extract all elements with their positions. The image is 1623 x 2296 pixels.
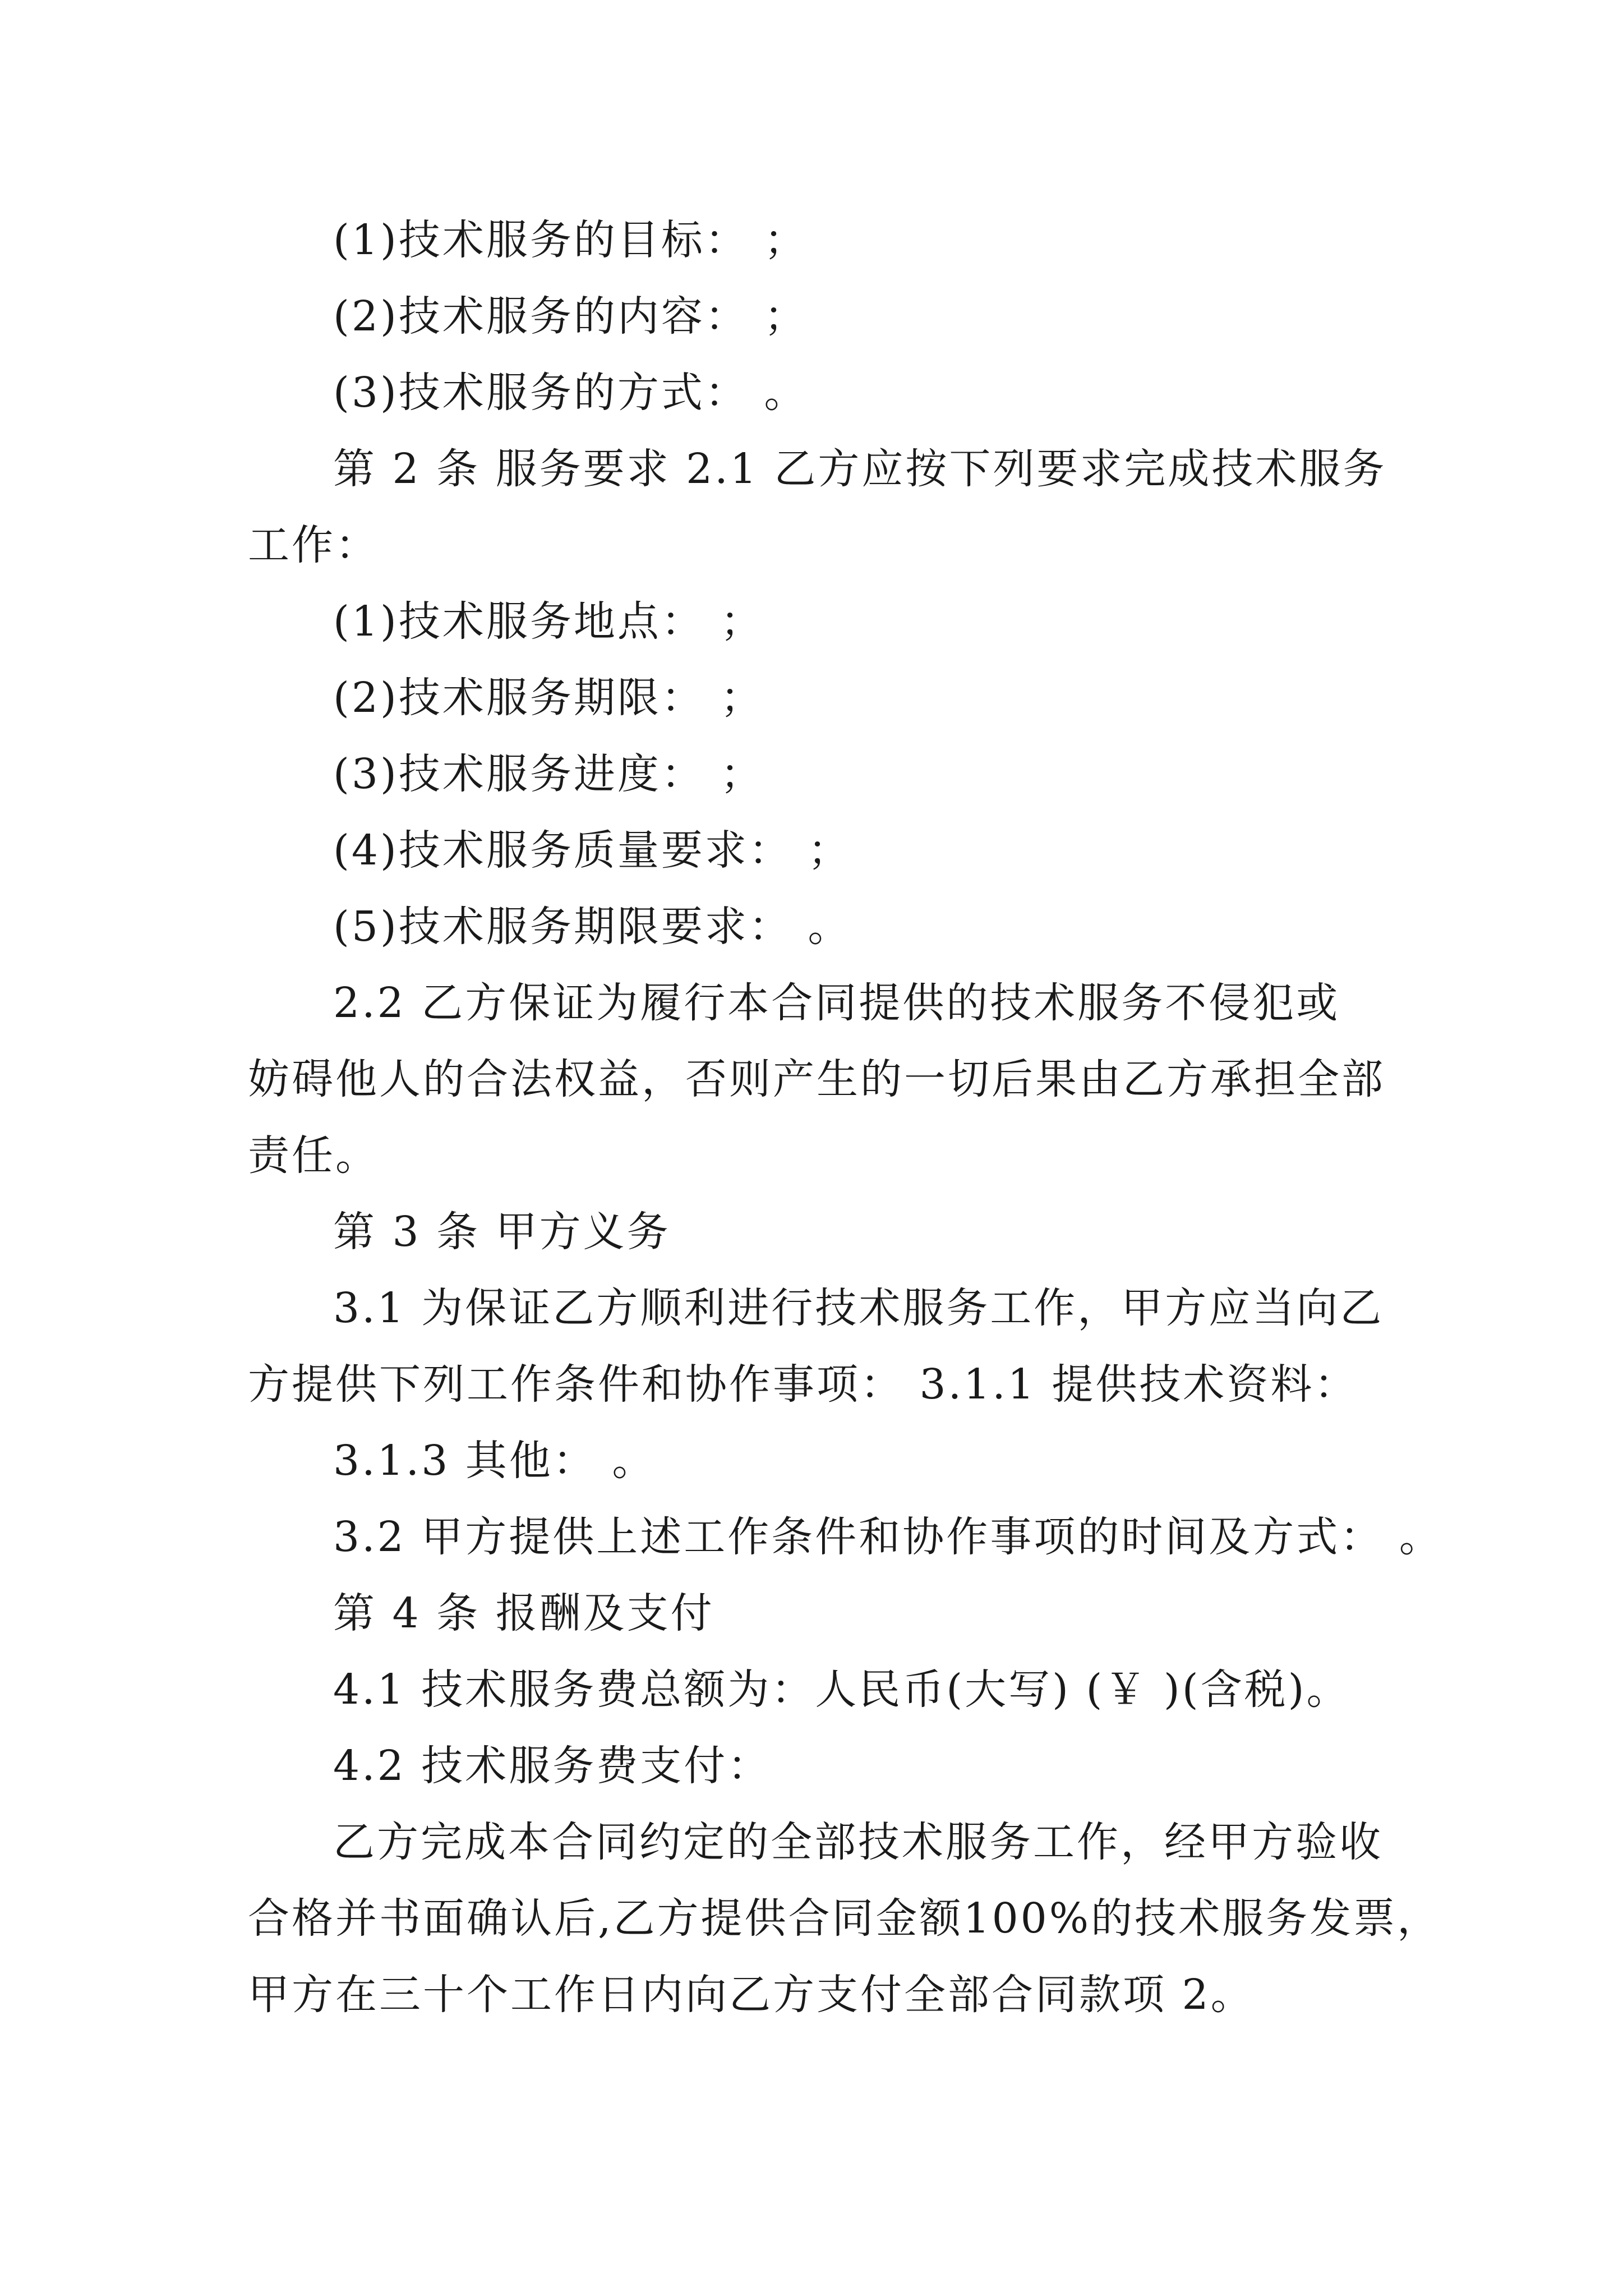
- clause-line: 第 4 条 报酬及支付: [333, 1589, 714, 1637]
- clause-line: 方提供下列工作条件和协作事项： 3.1.1 提供技术资料：: [248, 1360, 1358, 1409]
- clause-line: 2.2 乙方保证为履行本合同提供的技术服务不侵犯或: [333, 979, 1340, 1027]
- clause-line: (4)技术服务质量要求： ；: [333, 826, 852, 875]
- clause-line: 3.1 为保证乙方顺利进行技术服务工作，甲方应当向乙: [333, 1284, 1384, 1332]
- clause-line: 妨碍他人的合法权益，否则产生的一切后果由乙方承担全部: [248, 1055, 1385, 1103]
- clause-line: 第 3 条 甲方义务: [333, 1208, 671, 1256]
- clause-line: 3.1.3 其他： 。: [333, 1437, 656, 1485]
- clause-line: 4.1 技术服务费总额为：人民币(大写) (￥ )(含税)。: [333, 1665, 1350, 1714]
- clause-line: 乙方完成本合同约定的全部技术服务工作，经甲方验收: [333, 1818, 1383, 1866]
- clause-line: 3.2 甲方提供上述工作条件和协作事项的时间及方式： 。: [333, 1513, 1443, 1561]
- clause-line: (3)技术服务进度： ；: [333, 750, 764, 798]
- clause-line: 合格并书面确认后,乙方提供合同金额100%的技术服务发票，: [248, 1894, 1441, 1943]
- contract-text: [248, 202, 1443, 2033]
- clause-line: 工作：: [248, 521, 379, 569]
- clause-line: (3)技术服务的方式： 。: [333, 369, 808, 417]
- clause-line: 甲方在三十个工作日内向乙方支付全部合同款项 2。: [248, 1971, 1255, 2019]
- clause-line: 责任。: [248, 1131, 379, 1180]
- clause-line: 第 2 条 服务要求 2.1 乙方应按下列要求完成技术服务: [333, 445, 1387, 493]
- clause-line: 4.2 技术服务费支付：: [333, 1742, 772, 1790]
- clause-line: (2)技术服务期限： ；: [333, 674, 764, 722]
- clause-line: (5)技术服务期限要求： 。: [333, 903, 852, 951]
- clause-line: (1)技术服务的目标： ；: [333, 216, 808, 264]
- clause-line: (2)技术服务的内容： ；: [333, 292, 808, 341]
- clause-line: (1)技术服务地点： ；: [333, 597, 764, 646]
